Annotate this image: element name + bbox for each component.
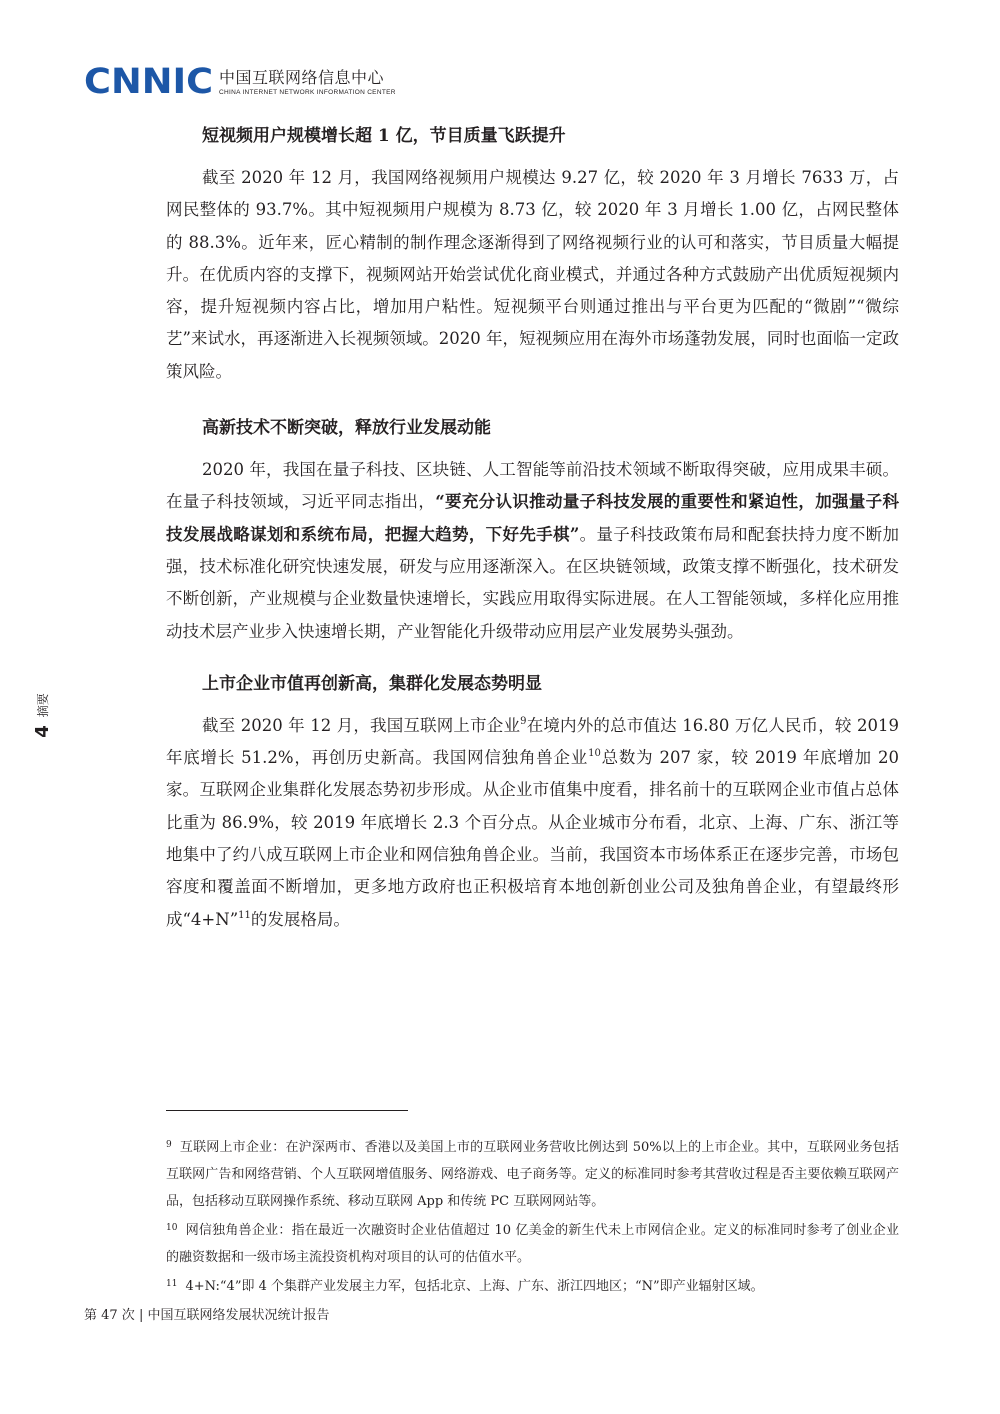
footnote-ref-9[interactable]: 9 <box>520 715 527 727</box>
page-header <box>84 62 396 102</box>
main-content <box>166 118 899 936</box>
listed-body-a: 截至 2020 年 12 月，我国互联网上市企业 <box>202 715 521 735</box>
chapter-side-label <box>24 680 60 750</box>
listed-body-c: 总数为 207 家，较 2019 年底增加 20 家。互联网企业集群化发展态势初步形成。从企业市值集中度看，排名前十的互联网企业市值占总体比重为 86.9%，较 2019 年底增长 2.3 个百分点。从企业城市分布看，北京、上海、广东、浙江等地集中了约八成互联网上市企业和网信独角兽企业。当前，我国资本市场体系正在逐步完善，市场包容度和覆盖面不断增加，更多地方政府也正积极培育本地创新创业公司及独角兽企业，有望最终形成“4+N” <box>166 748 899 929</box>
section-heading-short-video: 短视频用户规模增长超 1 亿，节目质量飞跃提升 <box>202 126 566 146</box>
section-body-tech <box>166 454 899 648</box>
footnote-ref-11[interactable]: 11 <box>238 909 251 921</box>
org-name-en: CHINA INTERNET NETWORK INFORMATION CENTER <box>218 88 396 96</box>
tech-body-post: 。量子科技政策布局和配套扶持力度不断加强，技术标准化研究快速发展，研发与应用逐渐深入。在区块链领域，政策支撑不断强化，技术研发不断创新，产业规模与企业数量快速增长，实践应用取得实际进展。在人工智能领域，多样化应用推动技术层产业步入快速增长期，产业智能化升级带动应用层产业发展势头强劲。 <box>166 524 899 641</box>
footnote-number: 11 <box>166 1279 178 1289</box>
section-body-short-video: 截至 2020 年 12 月，我国网络视频用户规模达 9.27 亿，较 2020 年 3 月增长 7633 万，占网民整体的 93.7%。其中短视频用户规模为 8.73 亿，较 2020 年 3 月增长 1.00 亿，占网民整体的 88.3%。近年来，匠心精制的制作理念逐渐得到了网络视频行业的认可和落实，节目质量大幅提升。在优质内容的支撑下，视频网站开始尝试优化商业模式，并通过各种方式鼓励产出优质短视频内容，提升短视频内容占比，增加用户粘性。短视频平台则通过推出与平台更为匹配的“微剧”“微综艺”来试水，再逐渐进入长视频领域。2020 年，短视频应用在海外市场蓬勃发展，同时也面临一定政策风险。 <box>166 168 899 381</box>
footnote-item <box>166 1132 899 1215</box>
footnote-number: 10 <box>166 1223 178 1233</box>
org-name-cn: 中国互联网络信息中心 <box>218 67 384 87</box>
chapter-title: 摘要 <box>35 692 50 717</box>
listed-body-d: 的发展格局。 <box>250 909 350 929</box>
cnnic-logo: CNNIC <box>84 62 214 102</box>
tech-body-quote: “要充分认识推动量子科技发展的重要性和紧迫性，加强量子科技发展战略谋划和系统布局，把握大趋势，下好先手棋” <box>166 492 900 544</box>
footnote-number: 9 <box>166 1140 172 1150</box>
footnote-text: 网信独角兽企业：指在最近一次融资时企业估值超过 10 亿美金的新生代未上市网信企业。定义的标准同时参考了创业企业的融资数据和一级市场主流投资机构对项目的认可的估值水平。 <box>166 1223 899 1265</box>
footnotes <box>166 1132 899 1300</box>
footnote-divider <box>166 1110 408 1111</box>
section-heading-listed-companies: 上市企业市值再创新高，集群化发展态势明显 <box>202 673 542 694</box>
section-body-listed-companies <box>166 710 899 936</box>
footnote-item <box>166 1215 899 1271</box>
org-name-block <box>219 68 396 97</box>
footnote-item <box>166 1271 899 1300</box>
listed-body-b: 在境内外的总市值达 16.80 万亿人民币，较 2019 年底增长 51.2%，再创历史新高。我国网信独角兽企业 <box>166 715 899 768</box>
page-footer: 第 47 次 | 中国互联网络发展状况统计报告 <box>84 1308 330 1323</box>
footnote-ref-10[interactable]: 10 <box>588 748 601 760</box>
footnote-text: 4+N:“4”即 4 个集群产业发展主力军，包括北京、上海、广东、浙江四地区；“N”即产业辐射区域。 <box>185 1279 764 1294</box>
tech-body-pre: 2020 年，我国在量子科技、区块链、人工智能等前沿技术领域不断取得突破，应用成果丰硕。在量子科技领域，习近平同志指出， <box>166 460 899 512</box>
chapter-number: 4 <box>31 724 53 738</box>
section-heading-tech: 高新技术不断突破，释放行业发展动能 <box>202 418 491 439</box>
footnote-text: 互联网上市企业：在沪深两市、香港以及美国上市的互联网业务营收比例达到 50%以上的上市企业。其中，互联网业务包括互联网广告和网络营销、个人互联网增值服务、网络游戏、电子商务等。定义的标准同时参考其营收过程是否主要依赖互联网产品，包括移动互联网操作系统、移动互联网 App 和传统 PC 互联网网站等。 <box>166 1140 899 1209</box>
